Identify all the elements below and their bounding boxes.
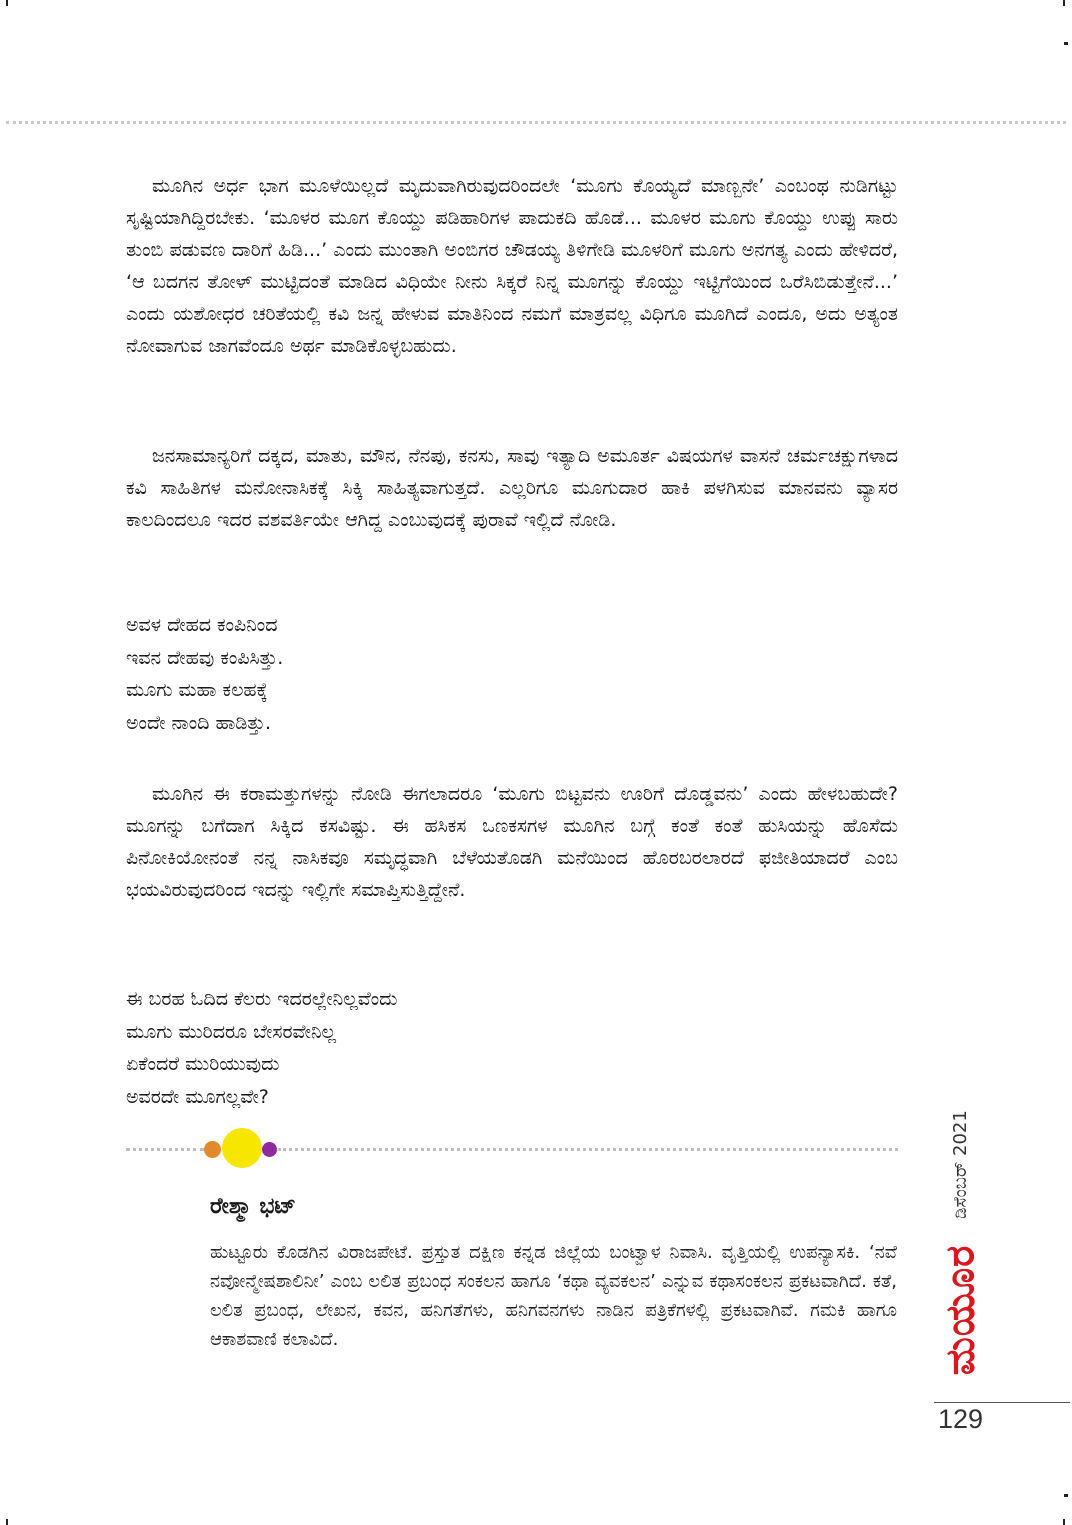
poem-line: ಇವನ ದೇಹವು ಕಂಪಿಸಿತ್ತು. (126, 646, 284, 669)
top-dotted-rule (6, 121, 1066, 124)
crop-mark-bottom-right (1063, 1519, 1065, 1525)
crop-mark-top-left (6, 0, 8, 6)
separator-dotted-right (278, 1148, 898, 1151)
poem-stanza-2 (126, 983, 726, 1113)
poem-line: ಏಕೆಂದರೆ ಮುರಿಯುವುದು (126, 1053, 280, 1075)
poem-line: ಅವಳ ದೇಹದ ಕಂಪಿನಿಂದ (126, 614, 278, 636)
poem-line: ಅಂದೇ ನಾಂದಿ ಹಾಡಿತ್ತು. (126, 711, 272, 734)
poem-line: ಮೂಗು ಮಹಾ ಕಲಹಕ್ಕೆ (126, 679, 268, 701)
issue-date (944, 1100, 976, 1228)
paragraph-3: ಮೂಗಿನ ಈ ಕರಾಮತ್ತುಗಳನ್ನು ನೋಡಿ ಈಗಲಾದರೂ ‘ಮೂಗು ಬಿಟ್ಟವನು ಊರಿಗೆ ದೊಡ್ಡವನು’ ಎಂದು ಹೇಳಬಹುದೇ? ಮೂಗನ್ನು ಬಗೆದಾಗ ಸಿಕ್ಕಿದ ಕಸವಿಷ್ಟು. ಈ ಹಸಿಕಸ ಒಣಕಸಗಳ ಮೂಗಿನ ಬಗ್ಗೆ ಕಂತೆ ಕಂತೆ ಹುಸಿಯನ್ನು ಹೊಸೆದು ಪಿನೋಕಿಯೋನಂತೆ ನನ್ನ ನಾಸಿಕವೂ ಸಮೃದ್ಧವಾಗಿ ಬೆಳೆಯತೊಡಗಿ ಮನೆಯಿಂದ ಹೊರಬರಲಾರದೆ ಫಜೀತಿಯಾದರೆ ಎಂಬ ಭಯವಿರುವುದರಿಂದ ಇದನ್ನು ಇಲ್ಲಿಗೇ ಸಮಾಪ್ತಿಸುತ್ತಿದ್ದೇನೆ. (126, 783, 898, 901)
magazine-logo-text: ಮಯೂರ (937, 1244, 983, 1376)
author-name: ರೇಶ್ಮಾ ಭಟ್ (210, 1194, 296, 1219)
paragraph-1: ಮೂಗಿನ ಅರ್ಧ ಭಾಗ ಮೂಳೆಯಿಲ್ಲದೆ ಮೃದುವಾಗಿರುವುದರಿಂದಲೇ ‘ಮೂಗು ಕೊಯ್ಯದೆ ಮಾಣ್ಬನೇ’ ಎಂಬಂಥ ನುಡಿಗಟ್ಟು ಸೃಷ್ಟಿಯಾಗಿದ್ದಿರಬೇಕು. ‘ಮೂಳರ ಮೂಗ ಕೊಯ್ದು ಪಡಿಹಾರಿಗಳ ಪಾದುಕದಿ ಹೊಡೆ... ಮೂಳರ ಮೂಗು ಕೊಯ್ದು ಉಪ್ಪು ಸಾರು ತುಂಬಿ ಪಡುವಣ ದಾರಿಗೆ ಹಿಡಿ...’ ಎಂದು ಮುಂತಾಗಿ ಅಂಬಿಗರ ಚೌಡಯ್ಯ ತಿಳಿಗೇಡಿ ಮೂಳರಿಗೆ ಮೂಗು ಅನಗತ್ಯ ಎಂದು ಹೇಳಿದರೆ, ‘ಆ ಬದಗನ ತೋಳ್ ಮುಟ್ಟಿದಂತೆ ಮಾಡಿದ ವಿಧಿಯೇ ನೀನು ಸಿಕ್ಕರೆ ನಿನ್ನ ಮೂಗನ್ನು ಕೊಯ್ದು ಇಟ್ಟಿಗೆಯಿಂದ ಒರೆಸಿಬಿಡುತ್ತೇನೆ...’ ಎಂದು ಯಶೋಧರ ಚರಿತೆಯಲ್ಲಿ ಕವಿ ಜನ್ನ ಹೇಳುವ ಮಾತಿನಿಂದ ನಮಗೆ ಮಾತ್ರವಲ್ಲ ವಿಧಿಗೂ ಮೂಗಿದೆ ಎಂದೂ, ಅದು ಅತ್ಯಂತ ನೋವಾಗುವ ಜಾಗವೆಂದೂ ಅರ್ಥ ಮಾಡಿಕೊಳ್ಳಬಹುದು. (126, 175, 898, 357)
page-number-rule (934, 1402, 1070, 1403)
orange-dot (204, 1141, 221, 1158)
poem-line: ಮೂಗು ಮುರಿದರೂ ಬೇಸರವೇನಿಲ್ಲ (126, 1020, 337, 1043)
yellow-dot (222, 1128, 262, 1168)
crop-mark-right-upper (1064, 42, 1068, 45)
poem-line: ಈ ಬರಹ ಓದಿದ ಕೆಲರು ಇದರಲ್ಲೇನಿಲ್ಲವೆಂದು (126, 988, 398, 1010)
poem-line: ಅವರದೇ ಮೂಗಲ್ಲವೇ? (126, 1085, 269, 1108)
crop-mark-bottom-left (6, 1519, 8, 1525)
crop-mark-right-lower (1064, 1494, 1068, 1497)
crop-mark-top-right (1063, 0, 1065, 6)
poem-stanza-1 (126, 609, 726, 739)
author-bio: ಹುಟ್ಟೂರು ಕೊಡಗಿನ ವಿರಾಜಪೇಟೆ. ಪ್ರಸ್ತುತ ದಕ್ಷಿಣ ಕನ್ನಡ ಜಿಲ್ಲೆಯ ಬಂಟ್ವಾಳ ನಿವಾಸಿ. ವೃತ್ತಿಯಲ್ಲಿ ಉಪನ್ಯಾಸಕಿ. ‘ನವೆ ನವೋನ್ಮೇಷಶಾಲಿನೀ’ ಎಂಬ ಲಲಿತ ಪ್ರಬಂಧ ಸಂಕಲನ ಹಾಗೂ ‘ಕಥಾ ವ್ಯವಕಲನ’ ಎನ್ನುವ ಕಥಾಸಂಕಲನ ಪ್ರಕಟವಾಗಿದೆ. ಕತೆ, ಲಲಿತ ಪ್ರಬಂಧ, ಲೇಖನ, ಕವನ, ಹನಿಗತೆಗಳು, ಹನಿಗವನಗಳು ನಾಡಿನ ಪತ್ರಿಕೆಗಳಲ್ಲಿ ಪ್ರಕಟವಾಗಿವೆ. ಗಮಕಿ ಹಾಗೂ ಆಕಾಶವಾಣಿ ಕಲಾವಿದೆ. (210, 1242, 897, 1350)
page-number: 129 (938, 1404, 984, 1434)
purple-dot (262, 1142, 277, 1157)
issue-date-text: ಡಿಸೆಂಬರ್ 2021 (949, 1109, 971, 1219)
paragraph-2: ಜನಸಾಮಾನ್ಯರಿಗೆ ದಕ್ಕದ, ಮಾತು, ಮೌನ, ನೆನಪು, ಕನಸು, ಸಾವು ಇತ್ಯಾದಿ ಅಮೂರ್ತ ವಿಷಯಗಳ ವಾಸನೆ ಚರ್ಮಚಕ್ಷುಗಳಾದ ಕವಿ ಸಾಹಿತಿಗಳ ಮನೋನಾಸಿಕಕ್ಕೆ ಸಿಕ್ಕಿ ಸಾಹಿತ್ಯವಾಗುತ್ತದೆ. ಎಲ್ಲರಿಗೂ ಮೂಗುದಾರ ಹಾಕಿ ಪಳಗಿಸುವ ಮಾನವನು ವ್ಯಾಸರ ಕಾಲದಿಂದಲೂ ಇದರ ವಶವರ್ತಿಯೇ ಆಗಿದ್ದ ಎಂಬುವುದಕ್ಕೆ ಪುರಾವೆ ಇಲ್ಲಿದೆ ನೋಡಿ. (126, 445, 898, 531)
separator-dotted-left (126, 1148, 204, 1151)
magazine-logo (932, 1232, 988, 1388)
